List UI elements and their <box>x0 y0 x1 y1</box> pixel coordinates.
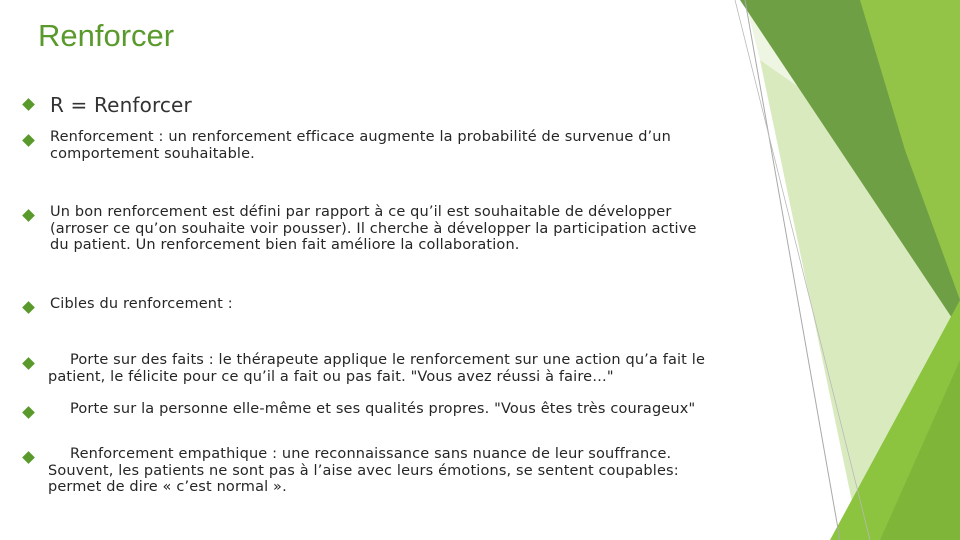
bullet-text: Porte sur la personne elle-même et ses qualités propres. "Vous êtes très courageux" <box>70 401 696 417</box>
bullet-text: Un bon renforcement est défini par rapport à ce qu’il est souhaitable de développer (arroser ce qu’on souhaite voir pousser). Il cherche à développer la participation active du patient. Un renforcement bien fait améliore la collaboration. <box>50 204 697 253</box>
bullet-text: Cibles du renforcement : <box>50 296 233 312</box>
bullet-text: Renforcement : un renforcement efficace augmente la probabilité de survenue d’un comportement souhaitable. <box>50 129 671 162</box>
bullet-text: R = Renforcer <box>50 93 192 117</box>
bullet-text: Porte sur des faits : le thérapeute applique le renforcement sur une action qu’a fait le patient, le félicite pour ce qu’il a fait ou pas fait. "Vous avez réussi à faire…" <box>48 352 706 385</box>
slide-title: Renforcer <box>38 18 175 53</box>
bullet-text: Renforcement empathique : une reconnaissance sans nuance de leur souffrance. Souvent, les patients ne sont pas à l’aise avec leurs émotions, se sentent coupables: permet de dire « c’est normal ». <box>48 446 679 495</box>
